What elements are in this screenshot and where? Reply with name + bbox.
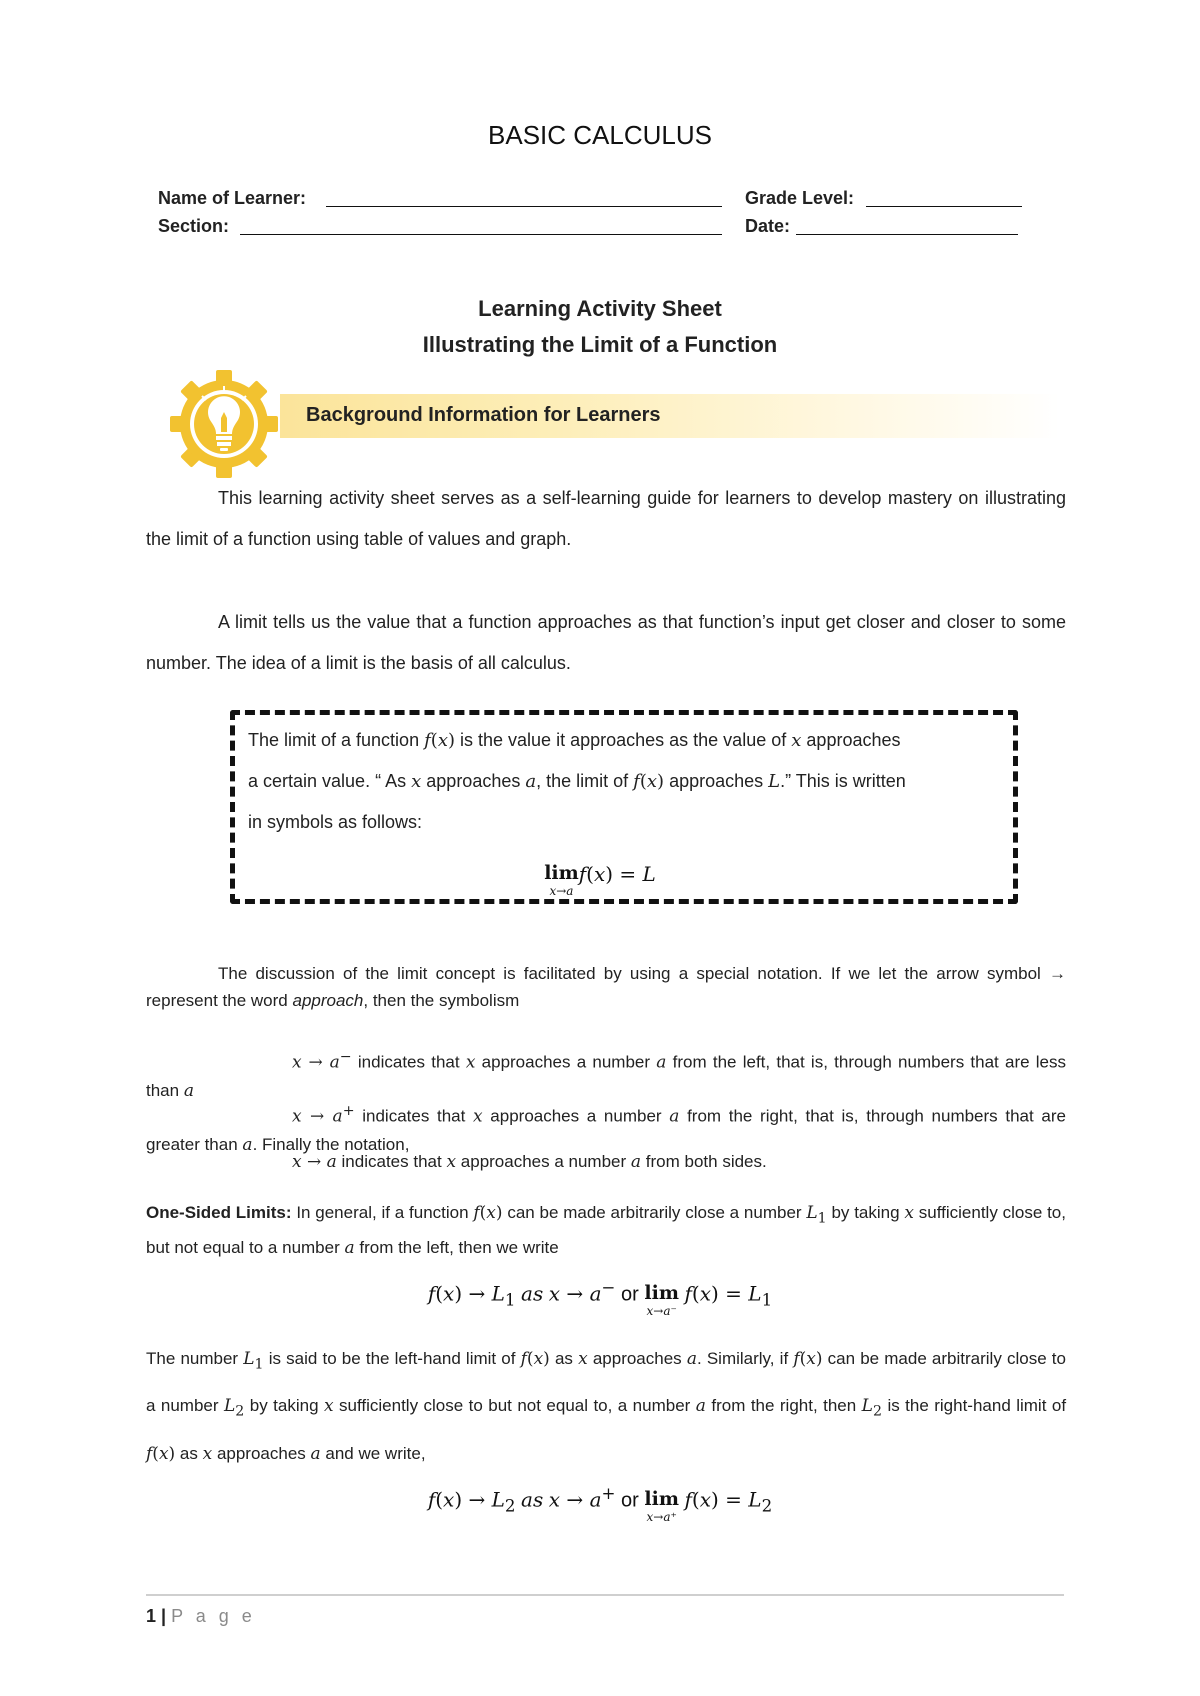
both-sides-approach: x → a indicates that x approaches a number a from both sides. [292, 1152, 767, 1172]
page-footer [146, 1606, 256, 1627]
definition-line-1: The limit of a function f(x) is the value it approaches as the value of x approaches [248, 730, 901, 751]
grade-blank[interactable] [866, 206, 1022, 207]
grade-label: Grade Level: [745, 188, 855, 208]
definition-line-2: a certain value. “ As x approaches a, the limit of f(x) approaches L.” This is written [248, 771, 906, 792]
footer-divider [146, 1594, 1064, 1596]
banner-title: Background Information for Learners [306, 404, 661, 426]
intro-paragraph-1: This learning activity sheet serves as a self-learning guide for learners to develop mastery on illustrating the limit of a function using table of values and graph. [146, 488, 1066, 549]
definition-line-3: in symbols as follows: [248, 812, 423, 832]
sheet-title: Learning Activity Sheet [478, 296, 722, 321]
name-label: Name of Learner: [158, 188, 307, 208]
notation-intro: The discussion of the limit concept is facilitated by using a special notation. If we let the arrow symbol → represent the word approach, then the symbolism [146, 964, 1066, 1010]
lightbulb-gear-icon [158, 368, 290, 480]
section-blank[interactable] [240, 234, 722, 235]
one-sided-paragraph: One-Sided Limits: In general, if a function f(x) can be made arbitrarily close a number $L_1$ by taking x sufficiently close to, but not equal to a number a from the left, then we write [146, 1203, 1066, 1259]
left-approach: x → a− indicates that x approaches a number a from the left, that is, through numbers that are less than a [146, 1049, 1067, 1101]
limit-formula: lim x→a f(x) = L [544, 862, 656, 898]
document-title: BASIC CALCULUS [488, 120, 712, 150]
left-limit-formula: $f(x) \to L_1$ as x → a− or lim x→a⁻ $f(x) = L_1$ [427, 1278, 773, 1318]
date-blank[interactable] [796, 234, 1018, 235]
left-right-paragraph: The number $L_1$ is said to be the left-hand limit of f(x) as x approaches a. Similarly, if f(x) can be made arbitrarily close to a number $L_2$ by taking x sufficiently close to but not equal to, a number a from the right, then $L_2$ is the right-hand limit of f(x) as x approaches a and we write, [146, 1349, 1067, 1464]
page-number: 1 [146, 1606, 157, 1626]
right-approach: x → a+ indicates that x approaches a number a from the right, that is, through numbers that are greater than a. Finally the notation, [146, 1103, 1066, 1155]
name-blank[interactable] [326, 206, 722, 207]
right-limit-formula: $f(x) \to L_2$ as x → a+ or lim x→a⁺ $f(x) = L_2$ [427, 1484, 773, 1524]
intro-paragraph-2: A limit tells us the value that a function approaches as that function’s input get closer and closer to some number. The idea of a limit is the basis of all calculus. [146, 612, 1066, 673]
page-word: P a g e [171, 1606, 256, 1626]
footer-separator: | [161, 1606, 167, 1626]
date-label: Date: [745, 216, 791, 236]
section-label: Section: [158, 216, 230, 236]
topic-title: Illustrating the Limit of a Function [422, 332, 778, 357]
